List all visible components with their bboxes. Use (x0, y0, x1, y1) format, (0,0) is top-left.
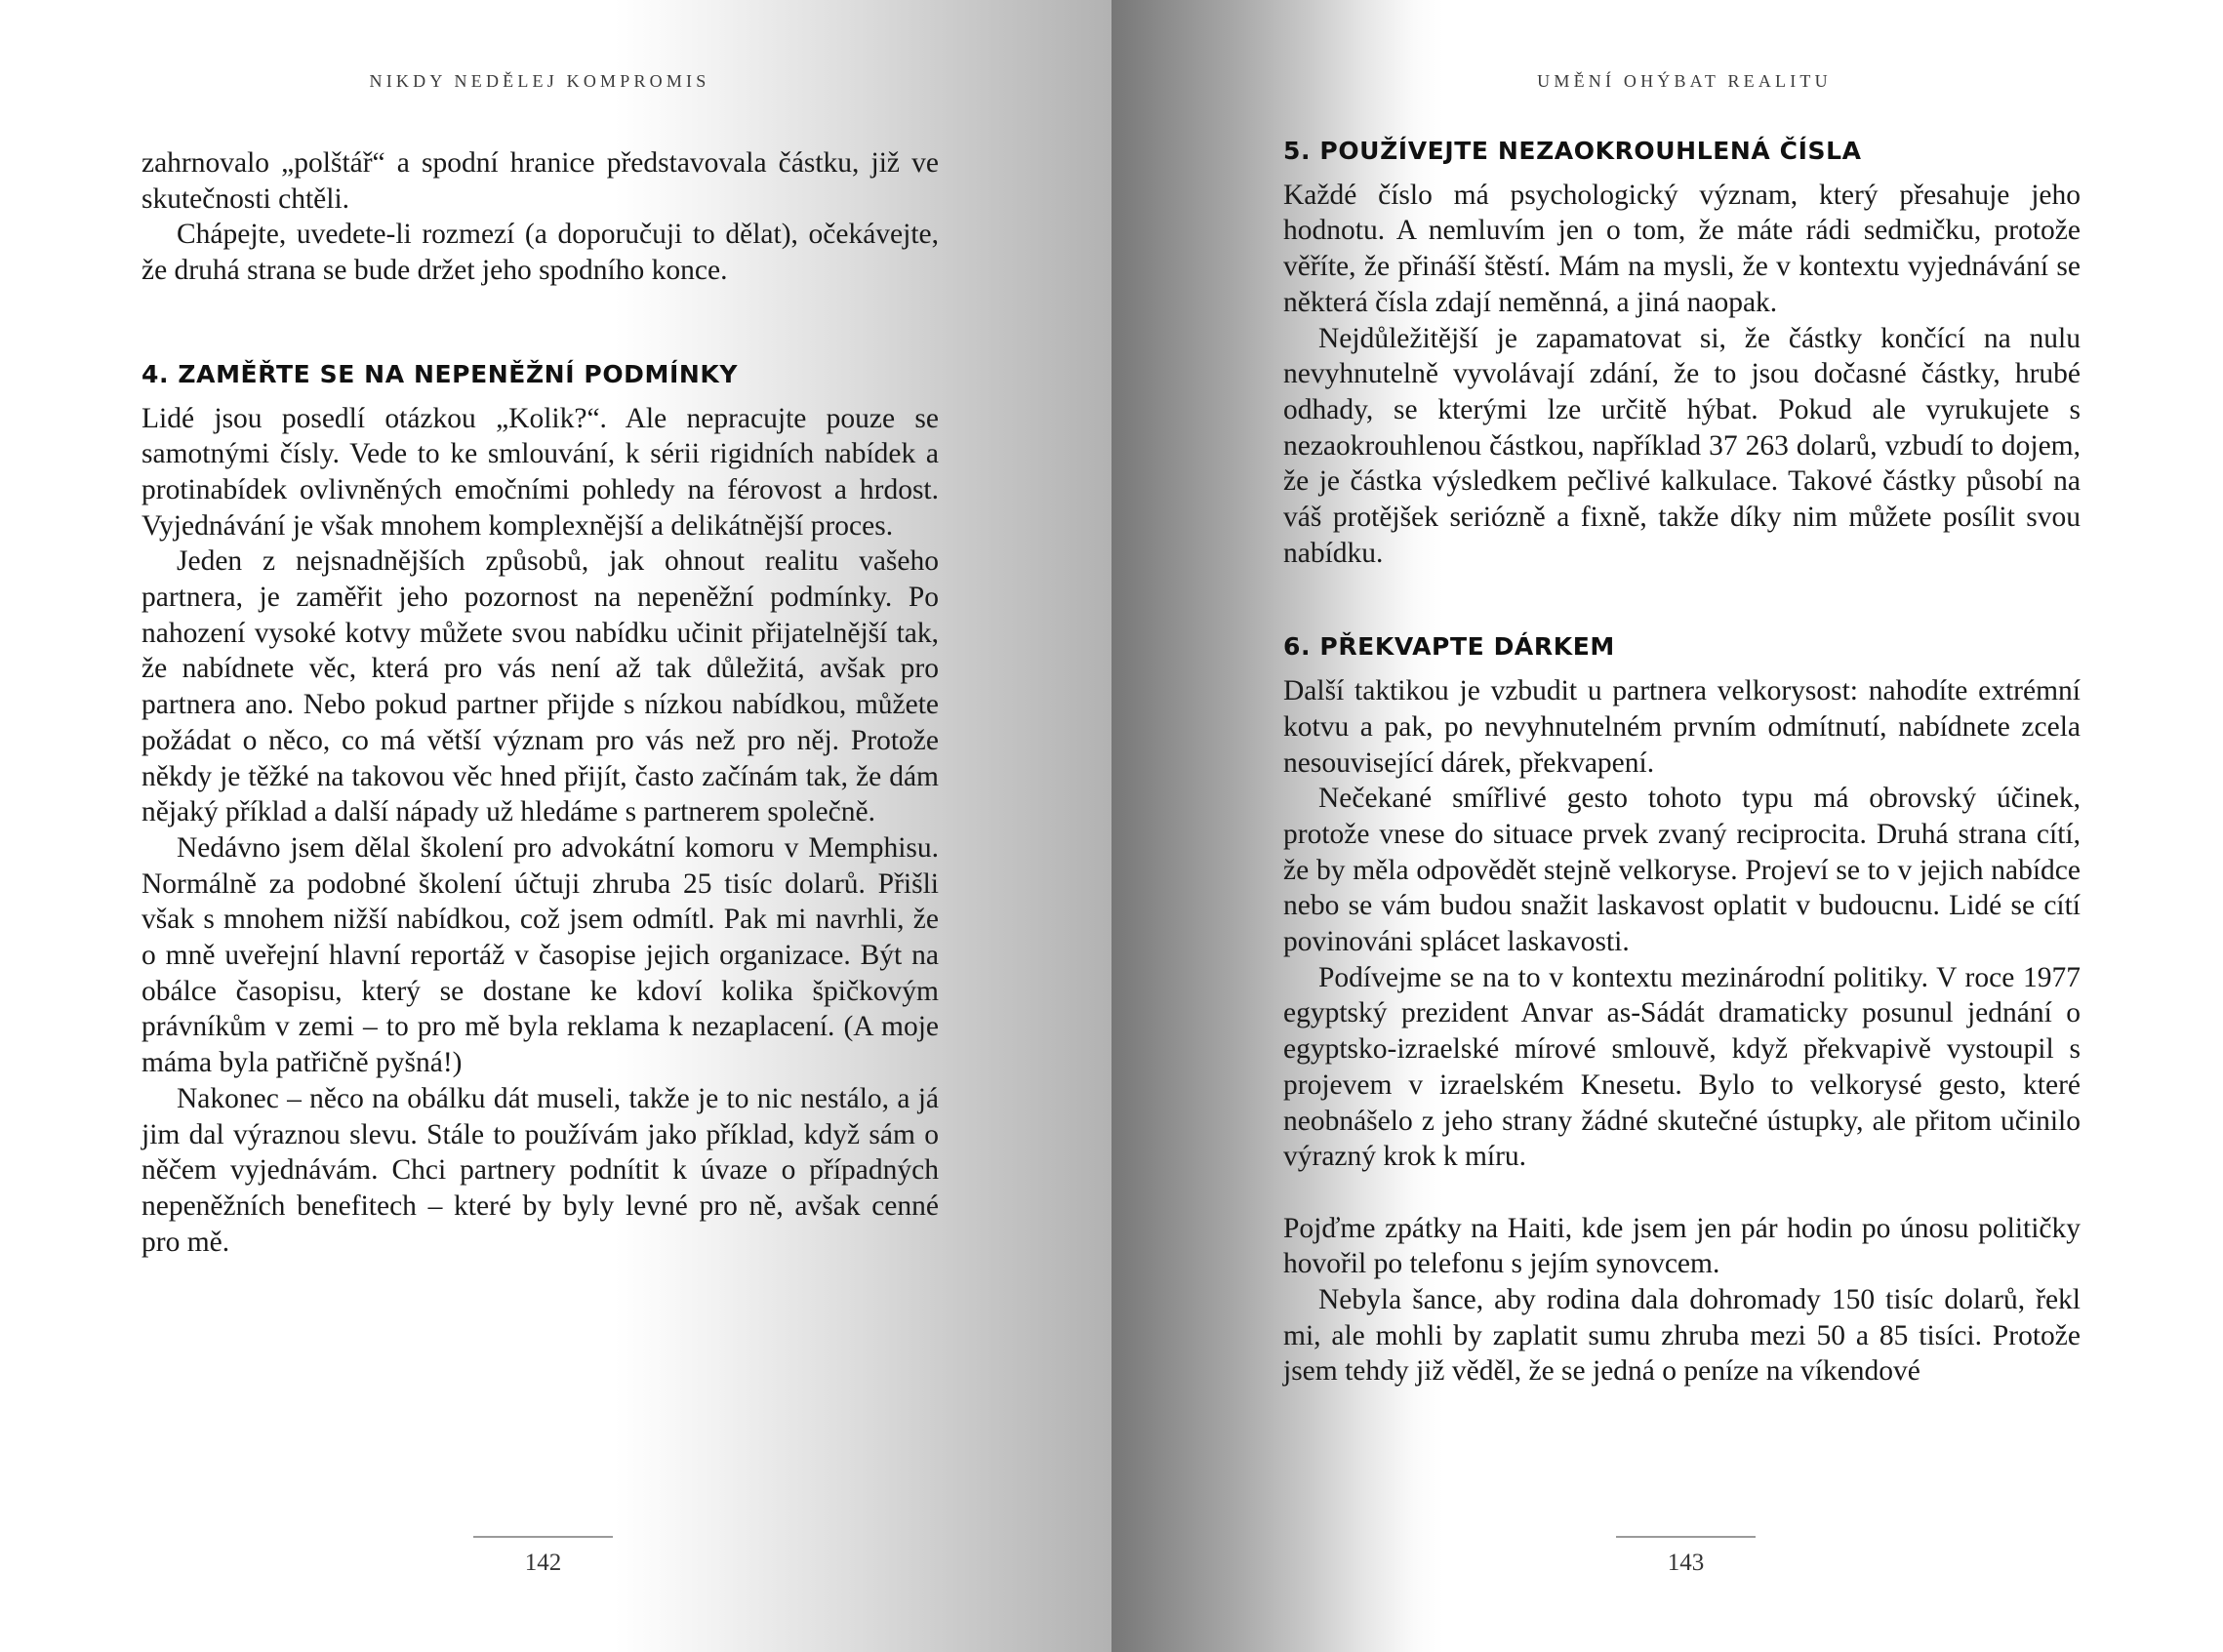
paragraph: Nečekané smířlivé gesto tohoto typu má obrovský účinek, protože vnese do situace prvek zvaný reciprocita. Druhá strana cítí, že by měla odpovědět stejně velkoryse. Projeví se to v jejich nabídce nebo se vám budou snažit laskavost oplatit v budoucnu. Lidé se cítí povinováni splácet laskavosti. (1283, 783, 2081, 958)
page-number-right: 143 (1667, 1550, 1705, 1576)
text-column-left (141, 145, 939, 1260)
paragraph: Každé číslo má psychologický význam, který přesahuje jeho hodnotu. A nemluvím jen o tom, že máte rádi sedmičku, protože věříte, že přináší štěstí. Mám na mysli, že v kontextu vyjednávání se některá čísla zdají neměnná, a jiná naopak. (1283, 179, 2081, 318)
text-column-right (1283, 134, 2081, 1390)
paragraph: Nedávno jsem dělal školení pro advokátní komoru v Memphisu. Normálně za podobné školení účtuji zhruba 25 tisíc dolarů. Přišli však s mnohem nižší nabídkou, což jsem odmítl. Pak mi navrhli, že o mně uveřejní hlavní reportáž v časopise jejich organizace. Být na obálce časopisu, který se dostane ke kdoví kolika špičkovým právníkům v zemi – to pro mě byla reklama k nezaplacení. (A moje máma byla patřičně pyšná!) (141, 831, 939, 1079)
running-head-left: NIKDY NEDĚLEJ KOMPROMIS (369, 71, 710, 91)
folio-right (1616, 1536, 1756, 1577)
paragraph: Další taktikou je vzbudit u partnera velkorysost: nahodíte extrémní kotvu a pak, po nevyhnutelném prvním odmítnutí, nabídnete zcela nesouvisející dárek, překvapení. (1283, 675, 2081, 779)
right-page (1112, 0, 2223, 1652)
paragraph: Nakonec – něco na obálku dát museli, takže je to nic nestálo, a já jim dal výraznou slevu. Stále to používám jako příklad, když sám o něčem vyjednávám. Chci partnery podnítit k úvaze o případných nepeněžních benefitech – které by byly levné pro ně, avšak cenné pro mě. (141, 1082, 939, 1258)
paragraph: zahrnovalo „polštář“ a spodní hranice představovala částku, již ve skutečnosti chtěli. (141, 147, 939, 215)
folio-rule (473, 1536, 613, 1538)
paragraph: Nejdůležitější je zapamatovat si, že částky končící na nulu nevyhnutelně vyvolávají zdání, že to jsou dočasné částky, hrubé odhady, se kterými lze určitě hýbat. Pokud ale vyrukujete s nezaokrouhlenou částkou, například 37 263 dolarů, vzbudí to dojem, že je částka výsledkem pečlivé kalkulace. Takové částky působí na váš protějšek seriózně a fixně, takže díky nim můžete posílit svou nabídku. (1283, 322, 2081, 569)
paragraph: Podívejme se na to v kontextu mezinárodní politiky. V roce 1977 egyptský prezident Anvar as-Sádát dramaticky posunul jednání o egyptsko-izraelské mírové smlouvě, když překvapivě vystoupil s projevem v izraelském Knesetu. Bylo to velkorysé gesto, které neobnášelo z jeho strany žádné skutečné ústupky, ale přitom učinilo výrazný krok k míru. (1283, 961, 2081, 1173)
paragraph: Pojďme zpátky na Haiti, kde jsem jen pár hodin po únosu političky hovořil po telefonu s jejím synovcem. (1283, 1212, 2081, 1280)
page-number-left: 142 (524, 1550, 562, 1576)
folio-left (473, 1536, 613, 1577)
running-head-right: UMĚNÍ OHÝBAT REALITU (1537, 71, 1832, 91)
paragraph: Chápejte, uvedete-li rozmezí (a doporučuji to dělat), očekávejte, že druhá strana se bude držet jeho spodního konce. (141, 219, 939, 287)
paragraph: Lidé jsou posedlí otázkou „Kolik?“. Ale nepracujte pouze se samotnými čísly. Vede to ke smlouvání, k sérii rigidních nabídek a protinabídek ovlivněných emočními pohledy na férovost a hrdost. Vyjednávání je však mnohem komplexnější a delikátnější proces. (141, 402, 939, 542)
paragraph: Jeden z nejsnadnějších způsobů, jak ohnout realitu vašeho partnera, je zaměřit jeho pozornost na nepeněžní podmínky. Po nahození vysoké kotvy můžete svou nabídku učinit přijatelnější tak, že nabídnete věc, která pro vás není až tak důležitá, avšak pro partnera ano. Nebo pokud partner přijde s nízkou nabídkou, můžete požádat o něco, co má větší význam pro vás než pro něj. Protože někdy je těžké na takovou věc hned přijít, často začínám tak, že dám nějaký příklad a další nápady už hledáme s partnerem společně. (141, 545, 939, 828)
paragraph: Nebyla šance, aby rodina dala dohromady 150 tisíc dolarů, řekl mi, ale mohli by zaplatit sumu zhruba mezi 50 a 85 tisíci. Protože jsem tehdy již věděl, že se jedná o peníze na víkendové (1283, 1284, 2081, 1388)
section-heading-6: 6. PŘEKVAPTE DÁRKEM (1283, 632, 1615, 662)
folio-rule (1616, 1536, 1756, 1538)
section-heading-4: 4. ZAMĚŘTE SE NA NEPENĚŽNÍ PODMÍNKY (141, 359, 739, 388)
section-heading-5: 5. POUŽÍVEJTE NEZAOKROUHLENÁ ČÍSLA (1283, 137, 1862, 165)
